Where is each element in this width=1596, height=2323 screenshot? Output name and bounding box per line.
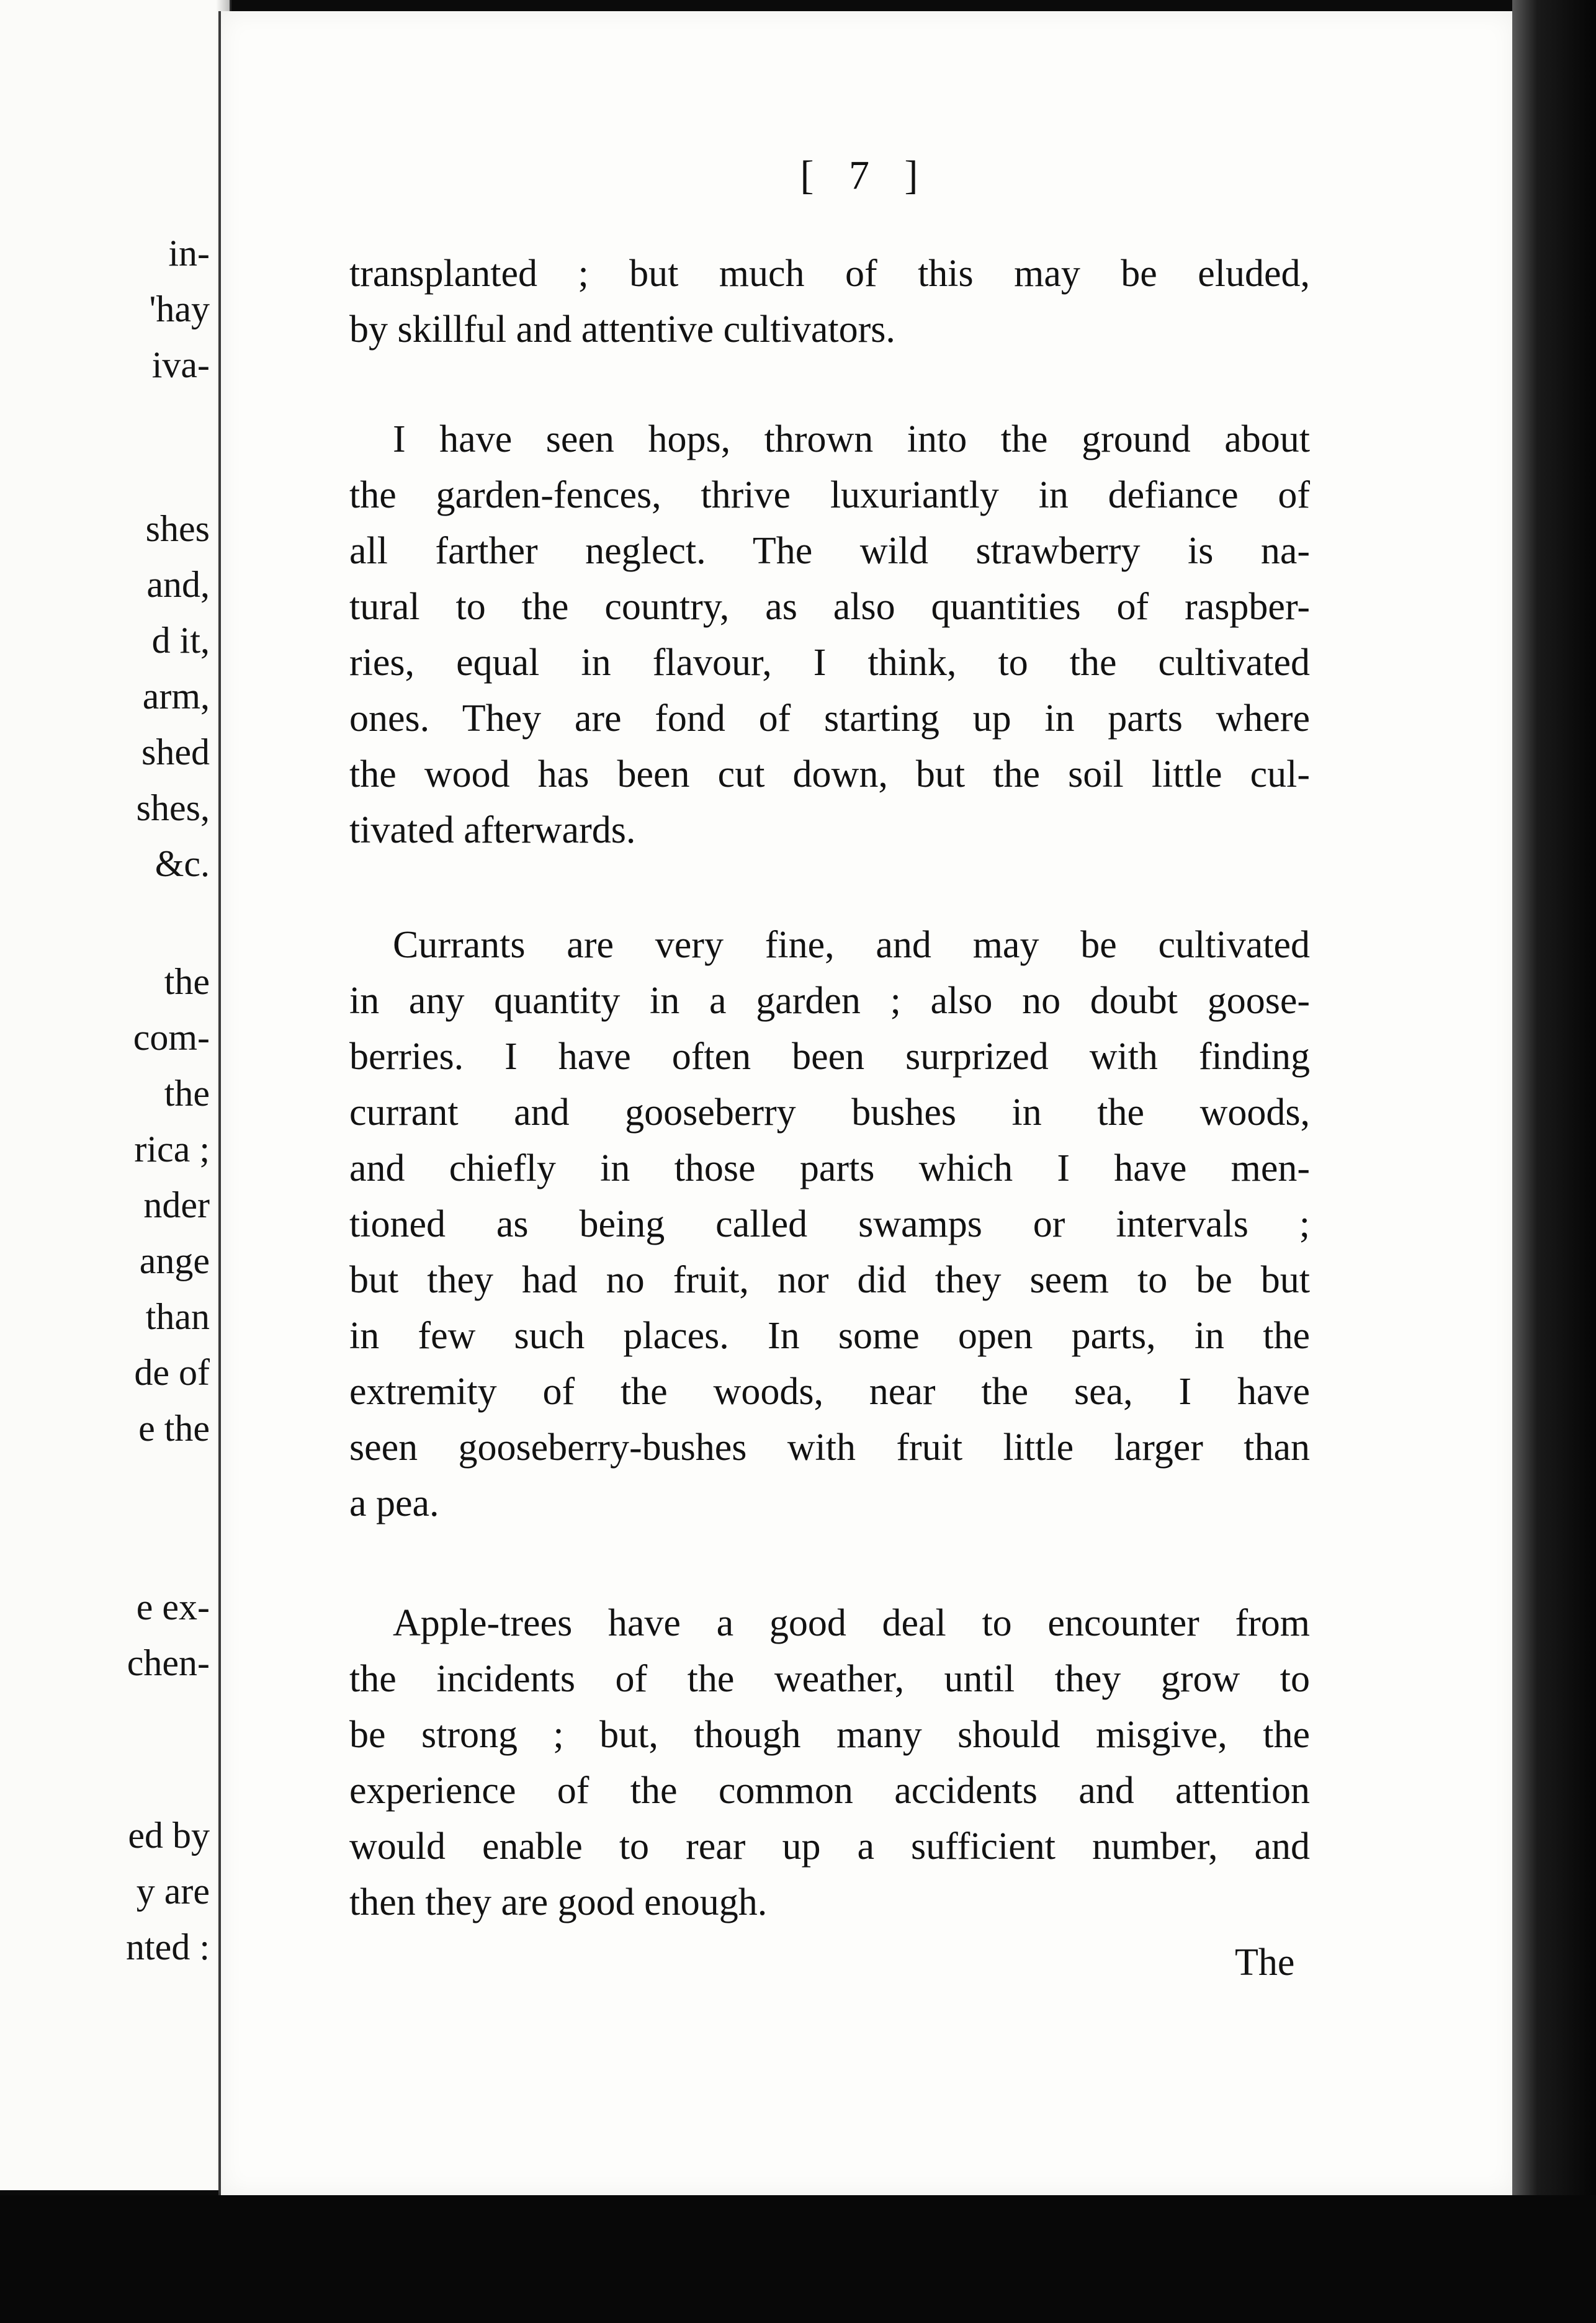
text-line: then they are good enough. <box>349 1881 768 1923</box>
text-line: and chiefly in those parts which I have men- <box>349 1147 1310 1189</box>
previous-page-fragment <box>0 0 231 2190</box>
text-line: Apple-trees have a good deal to encounter from <box>393 1602 1310 1644</box>
text-line: the wood has been cut down, but the soil little cul- <box>349 753 1310 795</box>
left-page-line: ange <box>139 1240 210 1281</box>
left-page-line: &c. <box>155 843 210 884</box>
left-page-line: e ex- <box>136 1587 210 1627</box>
text-line: ones. They are fond of starting up in parts where <box>349 697 1310 740</box>
left-page-line: nted : <box>126 1927 210 1967</box>
text-line: Currants are very fine, and may be cultivated <box>393 924 1310 966</box>
text-line: tivated afterwards. <box>349 809 636 851</box>
text-line: transplanted ; but much of this may be eluded, <box>349 253 1310 295</box>
left-page-line: than <box>145 1296 210 1337</box>
left-page-line: shes, <box>136 787 210 828</box>
text-line: the garden-fences, thrive luxuriantly in defiance of <box>349 474 1310 516</box>
text-line: by skillful and attentive cultivators. <box>349 308 895 351</box>
left-page-line: 'hay <box>149 289 210 329</box>
left-page-line: in- <box>168 233 210 274</box>
left-page-line: iva- <box>151 344 210 385</box>
left-page-line: de of <box>134 1352 210 1393</box>
left-page-line: chen- <box>127 1642 210 1683</box>
left-page-line: d it, <box>151 620 210 661</box>
scan-background <box>0 2195 1596 2323</box>
text-line: ries, equal in flavour, I think, to the cultivated <box>349 642 1310 684</box>
text-line: a pea. <box>349 1482 439 1524</box>
text-line: but they had no fruit, nor did they seem to be but <box>349 1259 1310 1301</box>
text-line: seen gooseberry-bushes with fruit little larger than <box>349 1426 1310 1469</box>
catchword: The <box>1235 1941 1295 1984</box>
text-line: extremity of the woods, near the sea, I have <box>349 1371 1310 1413</box>
text-line: berries. I have often been surprized with finding <box>349 1036 1310 1078</box>
left-page-line: and, <box>146 564 210 605</box>
text-line: all farther neglect. The wild strawberry is na- <box>349 530 1310 572</box>
left-page-line: e the <box>138 1408 210 1449</box>
text-line: in few such places. In some open parts, in the <box>349 1315 1310 1357</box>
left-page-line: com- <box>133 1017 210 1058</box>
text-line: tural to the country, as also quantities of raspber- <box>349 586 1310 628</box>
left-page-line: nder <box>143 1184 210 1225</box>
left-page-line: arm, <box>142 676 210 717</box>
text-line: I have seen hops, thrown into the ground about <box>393 418 1310 460</box>
left-page-line: ed by <box>128 1815 210 1856</box>
text-line: would enable to rear up a sufficient number, and <box>349 1825 1310 1868</box>
text-line: the incidents of the weather, until they grow to <box>349 1658 1310 1700</box>
left-page-line: rica ; <box>134 1129 210 1170</box>
text-line: tioned as being called swamps or intervals ; <box>349 1203 1310 1245</box>
page-number: [ 7 ] <box>800 153 931 198</box>
text-line: be strong ; but, though many should misgive, the <box>349 1714 1310 1756</box>
left-page-line: y are <box>136 1871 210 1912</box>
text-line: in any quantity in a garden ; also no doubt goose- <box>349 980 1310 1022</box>
left-page-line: shed <box>141 732 210 772</box>
left-page-line: shes <box>145 508 210 549</box>
page-edge-shadow <box>1512 0 1596 2323</box>
left-page-line: the <box>164 961 210 1002</box>
left-page-line: the <box>164 1073 210 1114</box>
text-line: experience of the common accidents and attention <box>349 1770 1310 1812</box>
text-line: currant and gooseberry bushes in the woods, <box>349 1091 1310 1134</box>
